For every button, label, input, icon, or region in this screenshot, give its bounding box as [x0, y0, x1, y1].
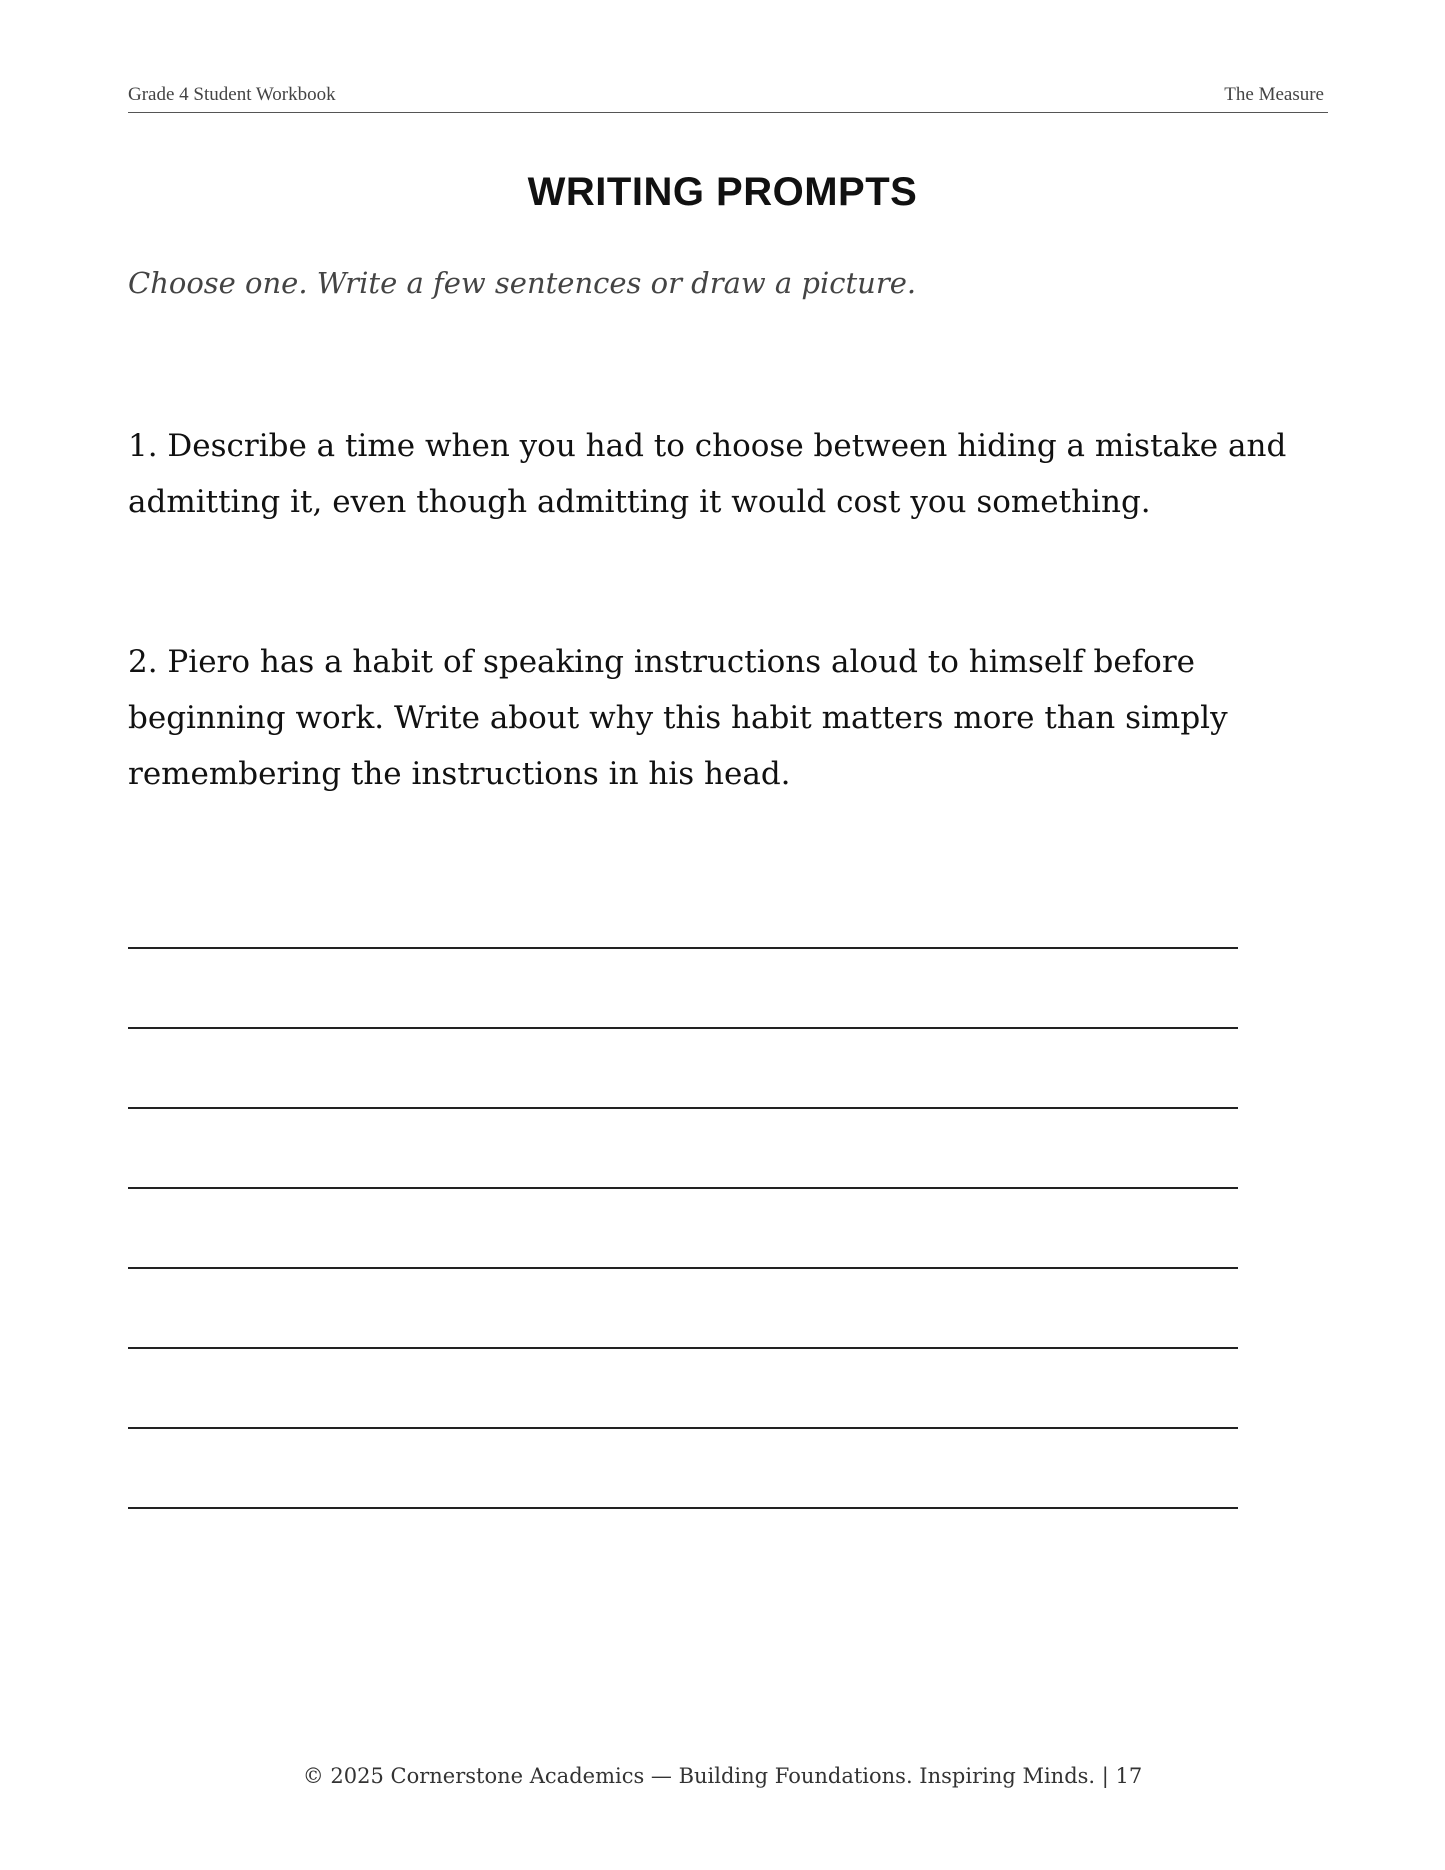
- writing-line[interactable]: [128, 1347, 1238, 1349]
- writing-line[interactable]: [128, 1507, 1238, 1509]
- writing-lines: [128, 0, 1238, 1870]
- writing-prompt-1: 1. Describe a time when you had to choose between hiding a mistake and admitting it, even though admitting it would cost you something.: [128, 428, 1287, 520]
- writing-line[interactable]: [128, 947, 1238, 949]
- page-title: WRITING PROMPTS: [527, 170, 918, 214]
- instructions: Choose one. Write a few sentences or draw a picture.: [128, 266, 917, 300]
- writing-line[interactable]: [128, 1027, 1238, 1029]
- writing-prompt-2: 2. Piero has a habit of speaking instructions aloud to himself before beginning work. Write about why this habit matters more than simply remembering the instructions in his head.: [128, 644, 1228, 792]
- page-footer: © 2025 Cornerstone Academics — Building Foundations. Inspiring Minds. | 17: [302, 1764, 1143, 1788]
- book-title: The Measure: [1224, 84, 1324, 105]
- writing-line[interactable]: [128, 1187, 1238, 1189]
- writing-line[interactable]: [128, 1267, 1238, 1269]
- workbook-title: Grade 4 Student Workbook: [128, 84, 336, 105]
- writing-line[interactable]: [128, 1107, 1238, 1109]
- writing-line[interactable]: [128, 1427, 1238, 1429]
